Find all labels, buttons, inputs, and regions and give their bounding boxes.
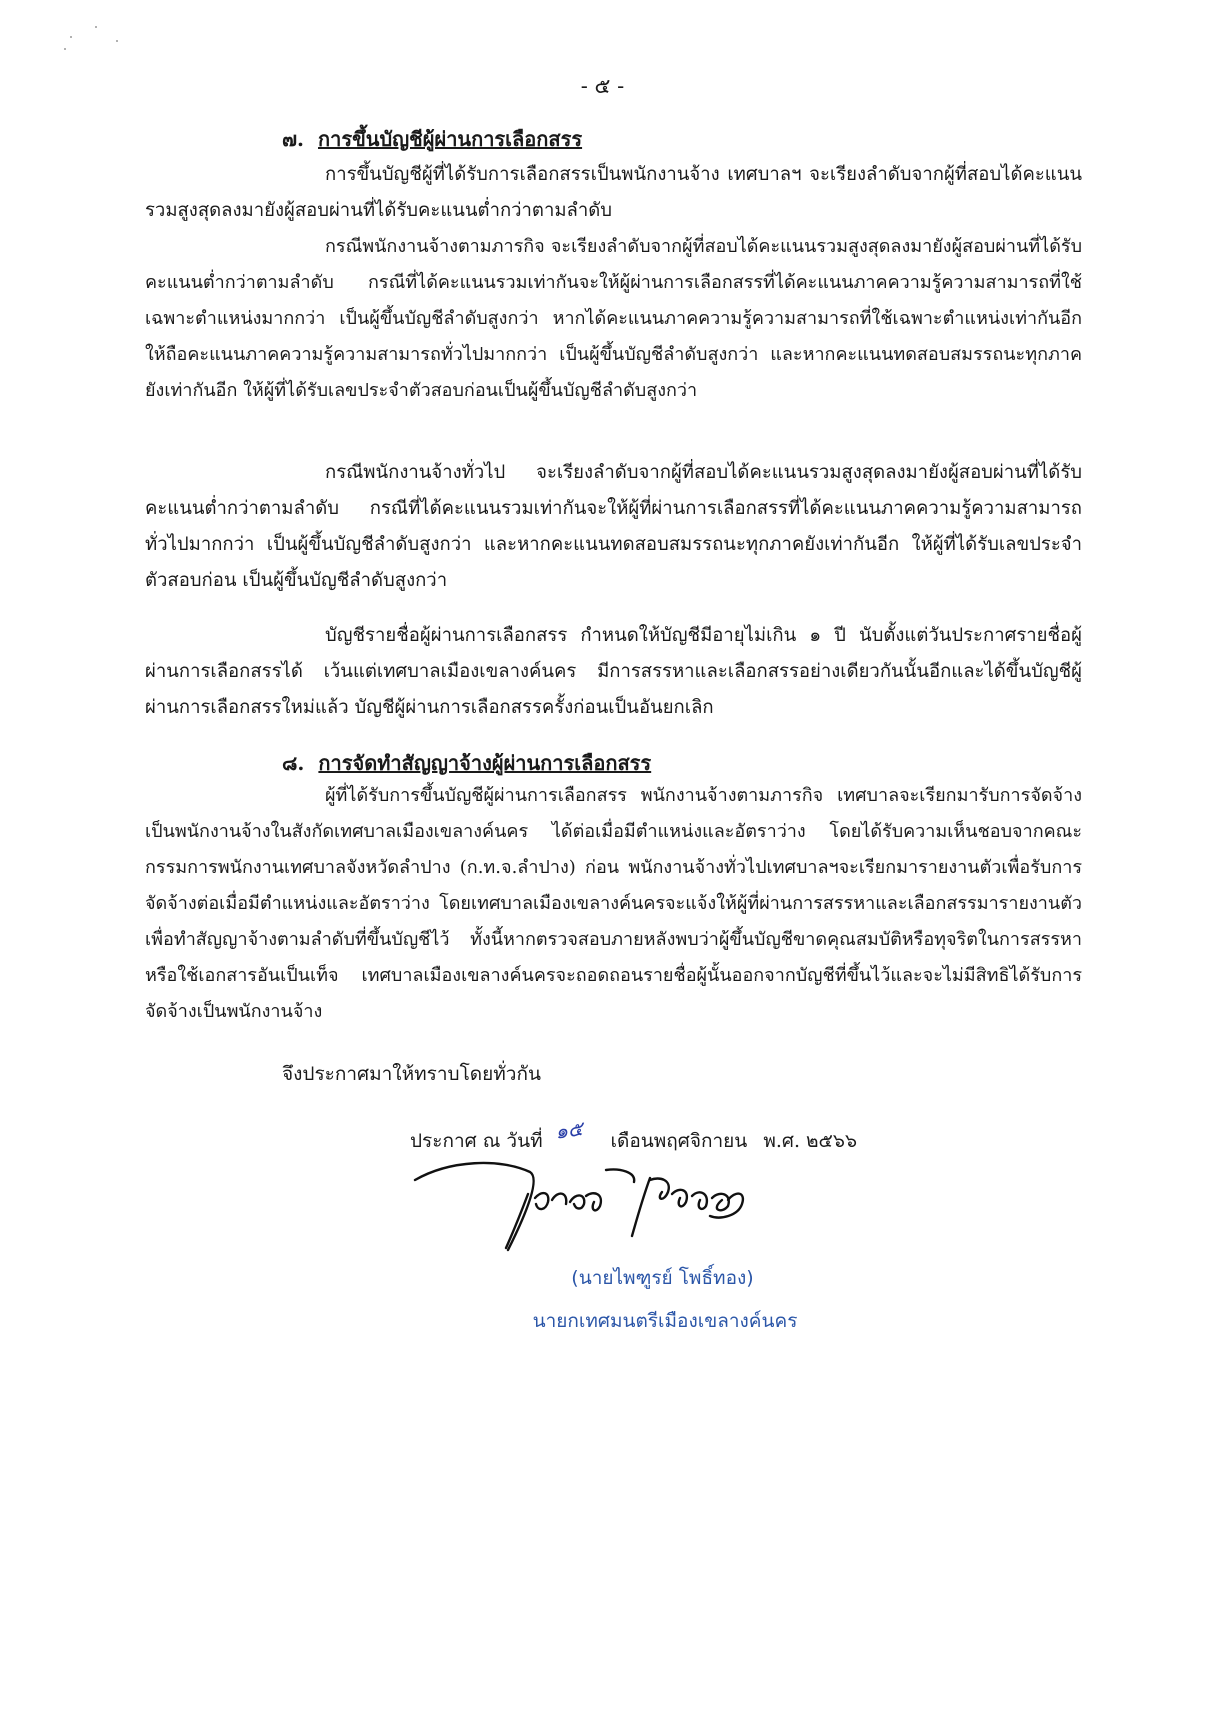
signer-name: (นายไพฑูรย์ โพธิ์ทอง) [571, 1267, 754, 1289]
scan-speck [70, 36, 72, 38]
date-year: พ.ศ. ๒๕๖๖ [763, 1130, 858, 1152]
scan-speck [95, 26, 97, 28]
scan-speck [64, 48, 66, 50]
section-7-paragraph-2: กรณีพนักงานจ้างตามภารกิจ จะเรียงลำดับจากผู้ที่สอบได้คะแนนรวมสูงสุดลงมายังผู้สอบผ่านที่ได้รับคะแนนต่ำกว่าตามลำดับ กรณีที่ได้คะแนนรวมเท่ากันจะให้ผู้ผ่านการเลือกสรรที่ได้คะแนนภาคความรู้ความสามารถที่ใช้เฉพาะตำแหน่งมากกว่า เป็นผู้ขึ้นบัญชีลำดับสูงกว่า หากได้คะแนนภาคความรู้ความสามารถที่ใช้เฉพาะตำแหน่งเท่ากันอีกให้ถือคะแนนภาคความรู้ความสามารถทั่วไปมากกว่า เป็นผู้ขึ้นบัญชีลำดับสูงกว่า และหากคะแนนทดสอบสมรรถนะทุกภาคยังเท่ากันอีก ให้ผู้ที่ได้รับเลขประจำตัวสอบก่อนเป็นผู้ขึ้นบัญชีลำดับสูงกว่า [145, 236, 1082, 401]
section-7-heading [282, 123, 582, 155]
scan-speck [116, 40, 118, 42]
section-8-paragraph: ผู้ที่ได้รับการขึ้นบัญชีผู้ผ่านการเลือกสรร พนักงานจ้างตามภารกิจ เทศบาลจะเรียกมารับการจัดจ้างเป็นพนักงานจ้างในสังกัดเทศบาลเมืองเขลางค์นคร ได้ต่อเมื่อมีตำแหน่งและอัตราว่าง โดยได้รับความเห็นชอบจากคณะกรรมการพนักงานเทศบาลจังหวัดลำปาง (ก.ท.จ.ลำปาง) ก่อน พนักงานจ้างทั่วไปเทศบาลฯจะเรียกมารายงานตัวเพื่อรับการจัดจ้างต่อเมื่อมีตำแหน่งและอัตราว่าง โดยเทศบาลเมืองเขลางค์นครจะแจ้งให้ผู้ที่ผ่านการสรรหาและเลือกสรรมารายงานตัวเพื่อทำสัญญาจ้างตามลำดับที่ขึ้นบัญชีไว้ ทั้งนี้หากตรวจสอบภายหลังพบว่าผู้ขึ้นบัญชีขาดคุณสมบัติหรือทุจริตในการสรรหา หรือใช้เอกสารอันเป็นเท็จ เทศบาลเมืองเขลางค์นครจะถอดถอนรายชื่อผู้นั้นออกจากบัญชีที่ขึ้นไว้และจะไม่มีสิทธิได้รับการจัดจ้างเป็นพนักงานจ้าง [145, 785, 1082, 1022]
section-7-title: การขึ้นบัญชีผู้ผ่านการเลือกสรร [318, 127, 583, 151]
section-8-heading [282, 747, 651, 779]
handwritten-day: ๑๕ [553, 1116, 585, 1144]
section-8-number: ๘. [282, 751, 305, 775]
section-7-paragraph-3: กรณีพนักงานจ้างทั่วไป จะเรียงลำดับจากผู้ที่สอบได้คะแนนรวมสูงสุดลงมายังผู้สอบผ่านที่ได้รับคะแนนต่ำกว่าตามลำดับ กรณีที่ได้คะแนนรวมเท่ากันจะให้ผู้ที่ผ่านการเลือกสรรที่ได้คะแนนภาคความรู้ความสามารถทั่วไปมากกว่า เป็นผู้ขึ้นบัญชีลำดับสูงกว่า และหากคะแนนทดสอบสมรรถนะทุกภาคยังเท่ากันอีก ให้ผู้ที่ได้รับเลขประจำตัวสอบก่อน เป็นผู้ขึ้นบัญชีลำดับสูงกว่า [145, 462, 1082, 591]
section-7-paragraph-4: บัญชีรายชื่อผู้ผ่านการเลือกสรร กำหนดให้บัญชีมีอายุไม่เกิน ๑ ปี นับตั้งแต่วันประกาศรายชื่อผู้ผ่านการเลือกสรรได้ เว้นแต่เทศบาลเมืองเขลางค์นคร มีการสรรหาและเลือกสรรอย่างเดียวกันนั้นอีกและได้ขึ้นบัญชีผู้ผ่านการเลือกสรรใหม่แล้ว บัญชีผู้ผ่านการเลือกสรรครั้งก่อนเป็นอันยกเลิก [145, 625, 1082, 718]
section-7-paragraph-1: การขึ้นบัญชีผู้ที่ได้รับการเลือกสรรเป็นพนักงานจ้าง เทศบาลฯ จะเรียงลำดับจากผู้ที่สอบได้คะแนนรวมสูงสุดลงมายังผู้สอบผ่านที่ได้รับคะแนนต่ำกว่าตามลำดับ [145, 164, 1082, 221]
signature-image [410, 1150, 830, 1260]
section-8-title: การจัดทำสัญญาจ้างผู้ผ่านการเลือกสรร [318, 751, 652, 775]
section-7-number: ๗. [282, 127, 305, 151]
date-month: เดือนพฤศจิกายน [610, 1130, 748, 1152]
signer-title: นายกเทศมนตรีเมืองเขลางค์นคร [532, 1310, 798, 1332]
page-number: - ๕ - [580, 74, 625, 98]
closing-announcement: จึงประกาศมาให้ทราบโดยทั่วกัน [282, 1063, 541, 1085]
date-prefix: ประกาศ ณ วันที่ [410, 1130, 543, 1152]
